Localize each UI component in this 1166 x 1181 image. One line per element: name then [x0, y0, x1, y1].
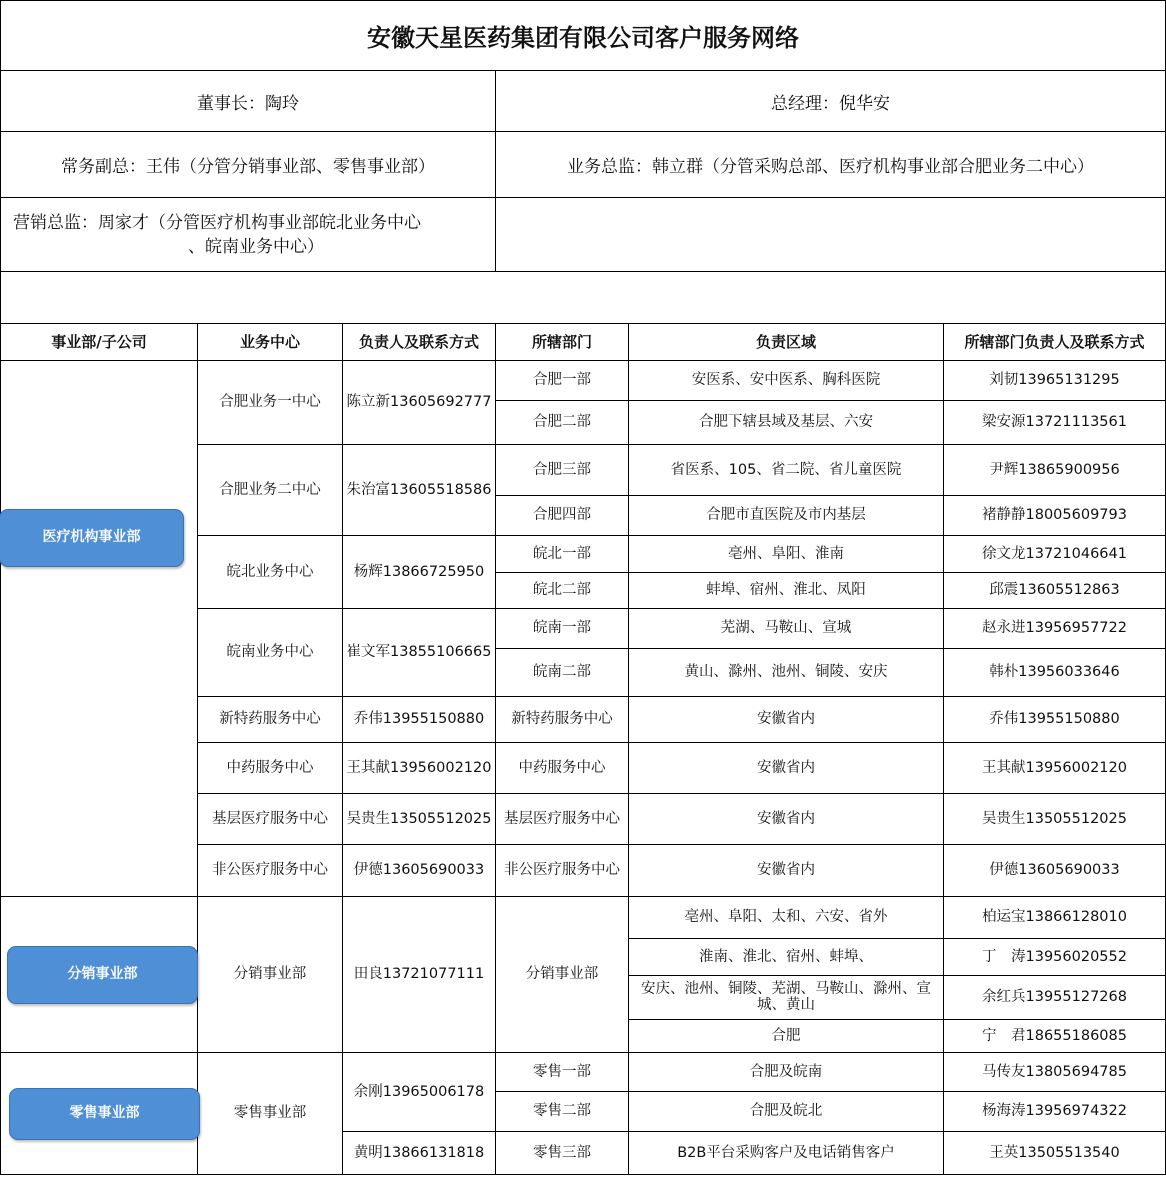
header-division: 事业部/子公司: [1, 324, 198, 361]
division-retail-badge[interactable]: 零售事业部: [9, 1088, 200, 1140]
header-area: 负责区域: [629, 324, 944, 361]
area: 安徽省内: [629, 794, 944, 845]
page-title: 安徽天星医药集团有限公司客户服务网络: [0, 0, 1166, 71]
center-lead: 陈立新13605692777: [343, 361, 496, 445]
division-retail-cell: [1, 1053, 198, 1175]
center-lead: 伊德13605690033: [343, 845, 496, 897]
dept-name: 合肥四部: [496, 496, 629, 536]
dept-contact: 韩朴13956033646: [944, 649, 1166, 697]
dept-name: 皖南一部: [496, 609, 629, 649]
header-lead: 负责人及联系方式: [343, 324, 496, 361]
dept-contact: 杨海涛13956974322: [944, 1092, 1166, 1132]
area: 合肥及皖南: [629, 1053, 944, 1092]
area: 合肥下辖县域及基层、六安: [629, 401, 944, 445]
center-lead: 杨辉13866725950: [343, 536, 496, 609]
area: 安徽省内: [629, 697, 944, 743]
center-name: 非公医疗服务中心: [198, 845, 343, 897]
division-distribution-badge[interactable]: 分销事业部: [7, 946, 198, 1004]
header-dept-contact: 所辖部门负责人及联系方式: [944, 324, 1166, 361]
dept-name: 合肥一部: [496, 361, 629, 401]
dept-contact: 马传友13805694785: [944, 1053, 1166, 1092]
dept-name: 分销事业部: [496, 897, 629, 1053]
table-row: [1, 361, 1166, 401]
header-dept: 所辖部门: [496, 324, 629, 361]
service-network-table: [0, 323, 1166, 1175]
center-lead: 余刚13965006178: [343, 1053, 496, 1132]
center-name: 基层医疗服务中心: [198, 794, 343, 845]
business-director-cell: 业务总监：韩立群（分管采购总部、医疗机构事业部合肥业务二中心）: [495, 131, 1166, 198]
center-name: 皖南业务中心: [198, 609, 343, 697]
dept-contact: 柏运宝13866128010: [944, 897, 1166, 939]
center-lead: 朱治富13605518586: [343, 445, 496, 536]
dept-name: 皖北一部: [496, 536, 629, 573]
dept-contact: 梁安源13721113561: [944, 401, 1166, 445]
table-row: [1, 1053, 1166, 1092]
area: 黄山、滁州、池州、铜陵、安庆: [629, 649, 944, 697]
dept-name: 基层医疗服务中心: [496, 794, 629, 845]
area: 安徽省内: [629, 743, 944, 794]
center-name: 合肥业务二中心: [198, 445, 343, 536]
dept-name: 新特药服务中心: [496, 697, 629, 743]
center-lead: 崔文军13855106665: [343, 609, 496, 697]
marketing-director-line1: 营销总监：周家才（分管医疗机构事业部皖北业务中心: [13, 212, 421, 233]
center-lead: 乔伟13955150880: [343, 697, 496, 743]
area: 安徽省内: [629, 845, 944, 897]
center-name: 新特药服务中心: [198, 697, 343, 743]
dept-name: 零售一部: [496, 1053, 629, 1092]
dept-contact: 乔伟13955150880: [944, 697, 1166, 743]
dept-contact: 伊德13605690033: [944, 845, 1166, 897]
dept-name: 合肥二部: [496, 401, 629, 445]
area: 省医系、105、省二院、省儿童医院: [629, 445, 944, 496]
dept-contact: 刘韧13965131295: [944, 361, 1166, 401]
dept-name: 皖北二部: [496, 573, 629, 609]
area: 亳州、阜阳、淮南: [629, 536, 944, 573]
area: 合肥: [629, 1020, 944, 1053]
dept-contact: 王其献13956002120: [944, 743, 1166, 794]
area: 蚌埠、宿州、淮北、凤阳: [629, 573, 944, 609]
area: 安庆、池州、铜陵、芜湖、马鞍山、滁州、宣城、黄山: [629, 976, 944, 1020]
empty-cell: [495, 197, 1166, 272]
dept-contact: 王英13505513540: [944, 1132, 1166, 1175]
center-name: 合肥业务一中心: [198, 361, 343, 445]
center-lead: 吴贵生13505512025: [343, 794, 496, 845]
dept-contact: 余红兵13955127268: [944, 976, 1166, 1020]
dept-name: 合肥三部: [496, 445, 629, 496]
dept-name: 非公医疗服务中心: [496, 845, 629, 897]
executive-vp-cell: 常务副总：王伟（分管分销事业部、零售事业部）: [0, 131, 496, 198]
area: 合肥及皖北: [629, 1092, 944, 1132]
dept-contact: 褚静静18005609793: [944, 496, 1166, 536]
division-medical-badge[interactable]: 医疗机构事业部: [0, 509, 184, 567]
area: 安医系、安中医系、胸科医院: [629, 361, 944, 401]
dept-name: 零售三部: [496, 1132, 629, 1175]
marketing-director-cell: [0, 197, 496, 272]
dept-name: 皖南二部: [496, 649, 629, 697]
dept-contact: 徐文龙13721046641: [944, 536, 1166, 573]
division-medical-cell: [1, 361, 198, 897]
center-lead: 王其献13956002120: [343, 743, 496, 794]
dept-contact: 吴贵生13505512025: [944, 794, 1166, 845]
area: 芜湖、马鞍山、宣城: [629, 609, 944, 649]
area: 合肥市直医院及市内基层: [629, 496, 944, 536]
spacer-row: [0, 271, 1166, 324]
header-center: 业务中心: [198, 324, 343, 361]
area: B2B平台采购客户及电话销售客户: [629, 1132, 944, 1175]
dept-contact: 丁 涛13956020552: [944, 939, 1166, 976]
dept-contact: 邱震13605512863: [944, 573, 1166, 609]
general-manager-cell: 总经理：倪华安: [495, 70, 1166, 132]
dept-contact: 宁 君18655186085: [944, 1020, 1166, 1053]
dept-name: 零售二部: [496, 1092, 629, 1132]
center-lead: 黄明13866131818: [343, 1132, 496, 1175]
area: 淮南、淮北、宿州、蚌埠、: [629, 939, 944, 976]
center-lead: 田良13721077111: [343, 897, 496, 1053]
center-name: 零售事业部: [198, 1053, 343, 1175]
table-row: [1, 897, 1166, 939]
dept-contact: 尹辉13865900956: [944, 445, 1166, 496]
center-name: 中药服务中心: [198, 743, 343, 794]
area: 亳州、阜阳、太和、六安、省外: [629, 897, 944, 939]
dept-name: 中药服务中心: [496, 743, 629, 794]
chairman-cell: 董事长：陶玲: [0, 70, 496, 132]
marketing-director-line2: 、皖南业务中心）: [188, 236, 324, 257]
center-name: 皖北业务中心: [198, 536, 343, 609]
center-name: 分销事业部: [198, 897, 343, 1053]
dept-contact: 赵永进13956957722: [944, 609, 1166, 649]
table-header-row: [1, 324, 1166, 361]
division-distribution-cell: [1, 897, 198, 1053]
